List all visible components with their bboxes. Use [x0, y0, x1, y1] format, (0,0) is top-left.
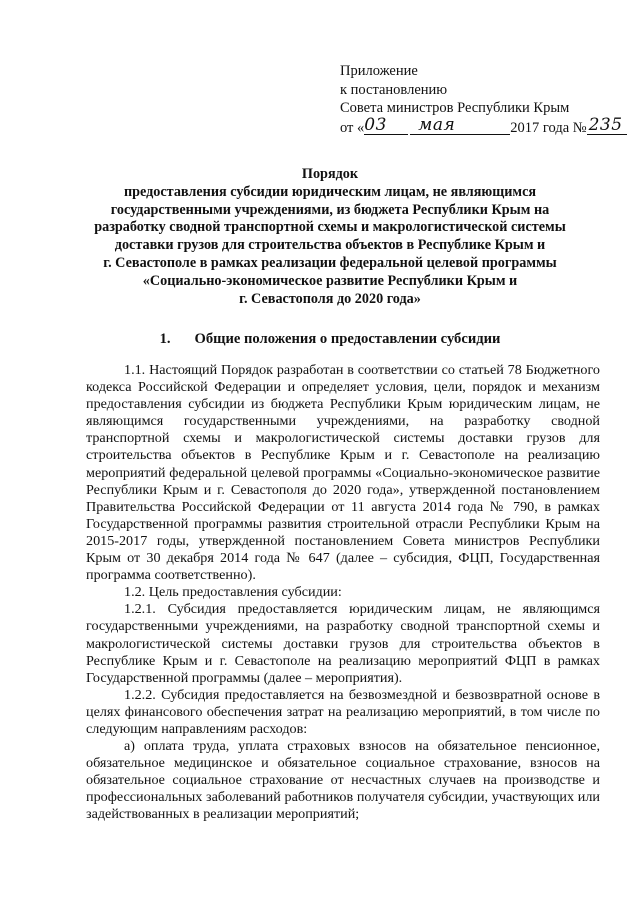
appendix-date-line: [340, 114, 630, 138]
title-line-3: государственными учреждениями, из бюджета Республики Крым на: [110, 201, 550, 218]
handwritten-month: мая: [418, 114, 456, 135]
document-title: [60, 166, 600, 308]
appendix-line-3: Совета министров Республики Крым: [340, 100, 570, 116]
handwritten-day: 03: [364, 114, 387, 135]
paragraph-1-2-1: 1.2.1. Субсидия предоставляется юридическим лицам, не являющимся государственными учреждениями, на разработку сводной транспортной схемы и макрологистической системы доставки грузов для строительства объектов в Республике Крым и г. Севастополе на реализацию мероприятий ФЦП в рамках Государственной программы (далее – мероприятия).: [86, 601, 600, 686]
paragraph-1-1: 1.1. Настоящий Порядок разработан в соответствии со статьей 78 Бюджетного кодекса Российской Федерации и определяет условия, цели, порядок и механизм предоставления субсидии из бюджета Республики Крым юридическим лицам, не являющимся государственными учреждениями, на разработку сводной транспортной схемы и макрологистической системы доставки грузов для строительства объектов в Республике Крым и г. Севастополе на реализацию мероприятий федеральной целевой программы «Социально-экономическое развитие Республики Крым и г. Севастополя до 2020 года», утвержденной постановлением Правительства Российской Федерации от 11 августа 2014 года № 790, в рамках Государственной программы развития строительной отрасли Республики Крым на 2015-2017 годы, утвержденной постановлением Совета министров Республики Крым от 30 декабря 2014 года № 647 (далее – субсидия, ФЦП, Государственная программа соответственно).: [86, 362, 600, 584]
section-number: 1.: [159, 331, 171, 347]
date-year-text: 2017 года №: [510, 119, 587, 136]
paragraph-1-2-2: 1.2.2. Субсидия предоставляется на безвозмездной и безвозвратной основе в целях финансового обеспечения затрат на реализацию мероприятий, в том числе по следующим направлениям расходов:: [86, 686, 600, 737]
date-prefix: от «: [340, 119, 365, 136]
appendix-line-2: к постановлению: [340, 81, 448, 98]
doc-number-field: [587, 114, 627, 135]
section-title: Общие положения о предоставлении субсидии: [194, 331, 501, 347]
date-day-field: [364, 114, 408, 135]
section-heading: [60, 331, 600, 348]
title-line-5: доставки грузов для строительства объектов в Республике Крым и: [114, 237, 546, 254]
title-line-1: Порядок: [301, 166, 359, 182]
appendix-line-1: Приложение: [340, 63, 418, 79]
date-month-field: [410, 114, 510, 135]
appendix-block: [340, 62, 630, 137]
title-line-4: разработку сводной транспортной схемы и макрологистической системы: [94, 219, 566, 236]
title-line-6: г. Севастополе в рамках реализации федеральной целевой программы: [103, 254, 557, 271]
title-line-2: предоставления субсидии юридическим лицам, не являющимся: [123, 183, 537, 200]
handwritten-number: 235: [588, 114, 623, 135]
paragraph-a: а) оплата труда, уплата страховых взносов на обязательное пенсионное, обязательное медицинское и обязательное социальное страхование, взносов на обязательное социальное страхование от несчастных случаев на производстве и профессиональных заболеваний работников получателя субсидии, участвующих или задействованных в реализации мероприятий;: [86, 738, 600, 823]
document-body: [86, 362, 600, 824]
title-line-7: «Социально-экономическое развитие Республики Крым и: [142, 272, 518, 289]
paragraph-1-2: 1.2. Цель предоставления субсидии:: [124, 584, 342, 601]
title-line-8: г. Севастополя до 2020 года»: [239, 290, 421, 307]
